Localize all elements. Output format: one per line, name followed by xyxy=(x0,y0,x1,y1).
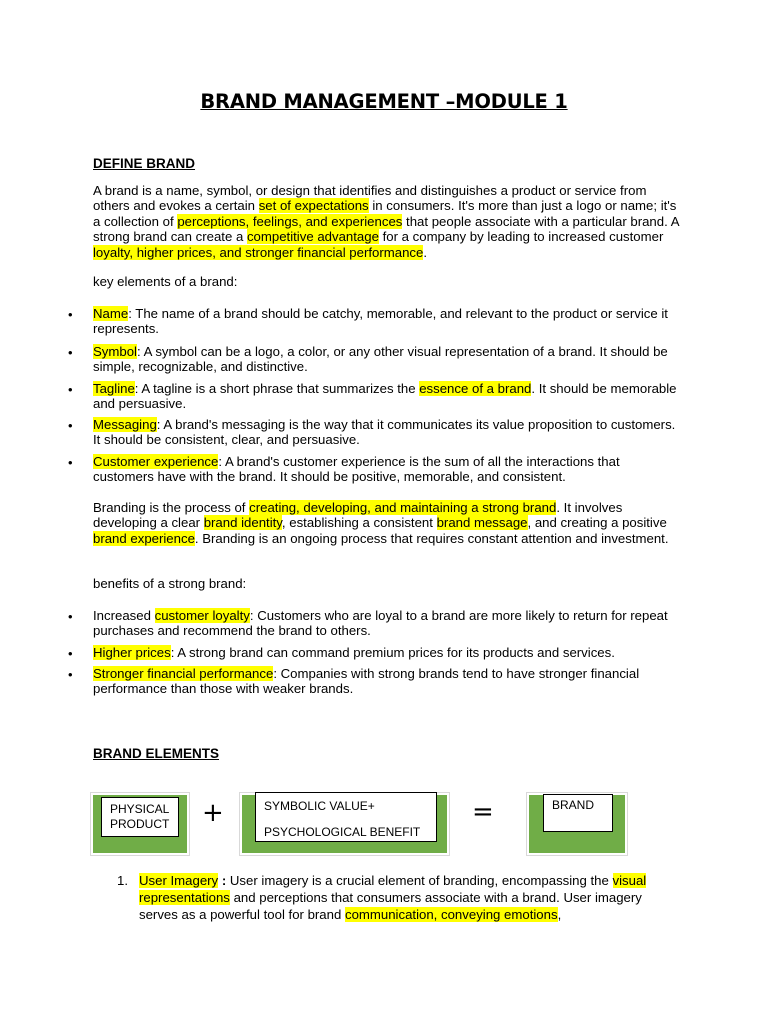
text-run: Increased xyxy=(93,608,155,623)
brand-label: BRAND xyxy=(543,794,613,832)
key-elements-label: key elements of a brand: xyxy=(93,274,238,289)
text-run: that people associate with a particular brand. A strong brand can create a xyxy=(93,213,679,245)
text-run: Branding is the process of xyxy=(93,500,250,515)
text-run: in consumers. It's more than just a logo or name; it's a collection of xyxy=(93,198,677,229)
highlighted-text: Higher prices xyxy=(93,645,171,660)
symbolic-value-box xyxy=(240,793,449,855)
branding-paragraph xyxy=(93,500,683,546)
item-text: : The name of a brand should be catchy, memorable, and relevant to the product or service it represents. xyxy=(93,306,668,337)
highlighted-text: customer loyalty xyxy=(154,608,250,623)
physical-product-box xyxy=(91,793,189,855)
highlighted-text: competitive advantage xyxy=(246,229,379,245)
bullet-icon: • xyxy=(68,609,73,624)
text-run: A brand is a name, symbol, or design that identifies and distinguishes a product or service from others and evokes a certain xyxy=(93,183,647,214)
bullet-icon: • xyxy=(68,455,73,470)
list-item xyxy=(93,608,683,639)
term-tagline: Tagline xyxy=(93,381,135,396)
term-symbol: Symbol xyxy=(93,344,137,359)
text-run: User imagery is a crucial element of branding, encompassing the xyxy=(229,873,613,888)
text-run: , and creating a positive xyxy=(527,515,667,531)
list-item xyxy=(93,417,683,448)
item-text: : A symbol can be a logo, a color, or any other visual representation of a brand. It should be simple, recognizable, and distinctive. xyxy=(93,344,668,375)
list-number: 1. xyxy=(117,873,128,888)
text-run: , establishing a consistent xyxy=(281,515,437,531)
define-brand-paragraph xyxy=(93,183,683,260)
bullet-icon: • xyxy=(68,646,73,661)
plus-sign: + xyxy=(202,798,224,828)
brand-box xyxy=(527,793,627,855)
list-item xyxy=(93,306,683,337)
text-run: : Customers who are loyal to a brand are more likely to return for repeat purchases and recommend the brand to others. xyxy=(93,608,668,639)
text-run: . It should be memorable and persuasive. xyxy=(93,381,677,412)
text-run: and perceptions that consumers associate with a brand. User imagery serves as a powerful tool for brand xyxy=(139,890,642,922)
item-text: : A brand's messaging is the way that it communicates its value proposition to customers. It should be consistent, clear, and persuasive. xyxy=(93,417,676,448)
define-brand-heading: DEFINE BRAND xyxy=(93,156,196,171)
bullet-icon: • xyxy=(68,418,73,433)
brand-elements-heading: BRAND ELEMENTS xyxy=(93,746,220,761)
term-customer-experience: Customer experience xyxy=(93,454,219,469)
list-item xyxy=(93,645,683,660)
text-run: , xyxy=(557,907,562,922)
list-item xyxy=(93,666,683,697)
highlighted-text: User Imagery xyxy=(139,873,219,888)
symbolic-value-label: SYMBOLIC VALUE+ PSYCHOLOGICAL BENEFIT xyxy=(255,792,437,842)
highlighted-text: set of expectations xyxy=(258,198,369,214)
text-run: for a company by leading to increased customer xyxy=(378,229,664,245)
physical-product-label: PHYSICAL PRODUCT xyxy=(101,797,179,837)
text-run: : Companies with strong brands tend to have stronger financial performance than those with weaker brands. xyxy=(93,666,640,697)
text-run: : A tagline is a short phrase that summarizes the xyxy=(134,381,420,396)
highlighted-text: loyalty, higher prices, and stronger financial performance xyxy=(93,244,424,260)
highlighted-text: brand identity xyxy=(203,515,282,531)
bullet-icon: • xyxy=(68,382,73,397)
highlighted-text: Stronger financial performance xyxy=(93,666,274,681)
list-item xyxy=(93,344,683,375)
list-item xyxy=(93,381,683,412)
highlighted-text: communication, conveying emotions xyxy=(344,907,558,922)
highlighted-text: visual representations xyxy=(139,873,647,905)
highlighted-text: creating, developing, and maintaining a strong brand xyxy=(249,500,557,515)
text-run: . xyxy=(423,244,428,260)
bullet-icon: • xyxy=(68,667,73,682)
item-text xyxy=(93,381,677,411)
highlighted-text: brand experience xyxy=(93,530,195,546)
text-run: : xyxy=(218,873,230,888)
user-imagery-paragraph xyxy=(139,872,679,923)
page-title: BRAND MANAGEMENT –MODULE 1 xyxy=(200,90,568,113)
text-run: . It involves developing a clear xyxy=(93,500,623,531)
text-run: : A strong brand can command premium prices for its products and services. xyxy=(170,645,615,660)
list-item xyxy=(93,454,683,485)
term-messaging: Messaging xyxy=(93,417,157,432)
text-run: . Branding is an ongoing process that requires constant attention and investment. xyxy=(194,530,669,546)
item-text: : A brand's customer experience is the sum of all the interactions that customers have with the brand. It should be positive, memorable, and consistent. xyxy=(93,454,620,485)
highlighted-text: essence of a brand xyxy=(419,381,532,396)
highlighted-text: brand message xyxy=(436,515,528,531)
bullet-icon: • xyxy=(68,307,73,322)
benefits-label: benefits of a strong brand: xyxy=(93,576,247,591)
term-name: Name xyxy=(93,306,129,321)
highlighted-text: perceptions, feelings, and experiences xyxy=(177,213,403,229)
equals-sign: = xyxy=(472,797,494,827)
bullet-icon: • xyxy=(68,345,73,360)
